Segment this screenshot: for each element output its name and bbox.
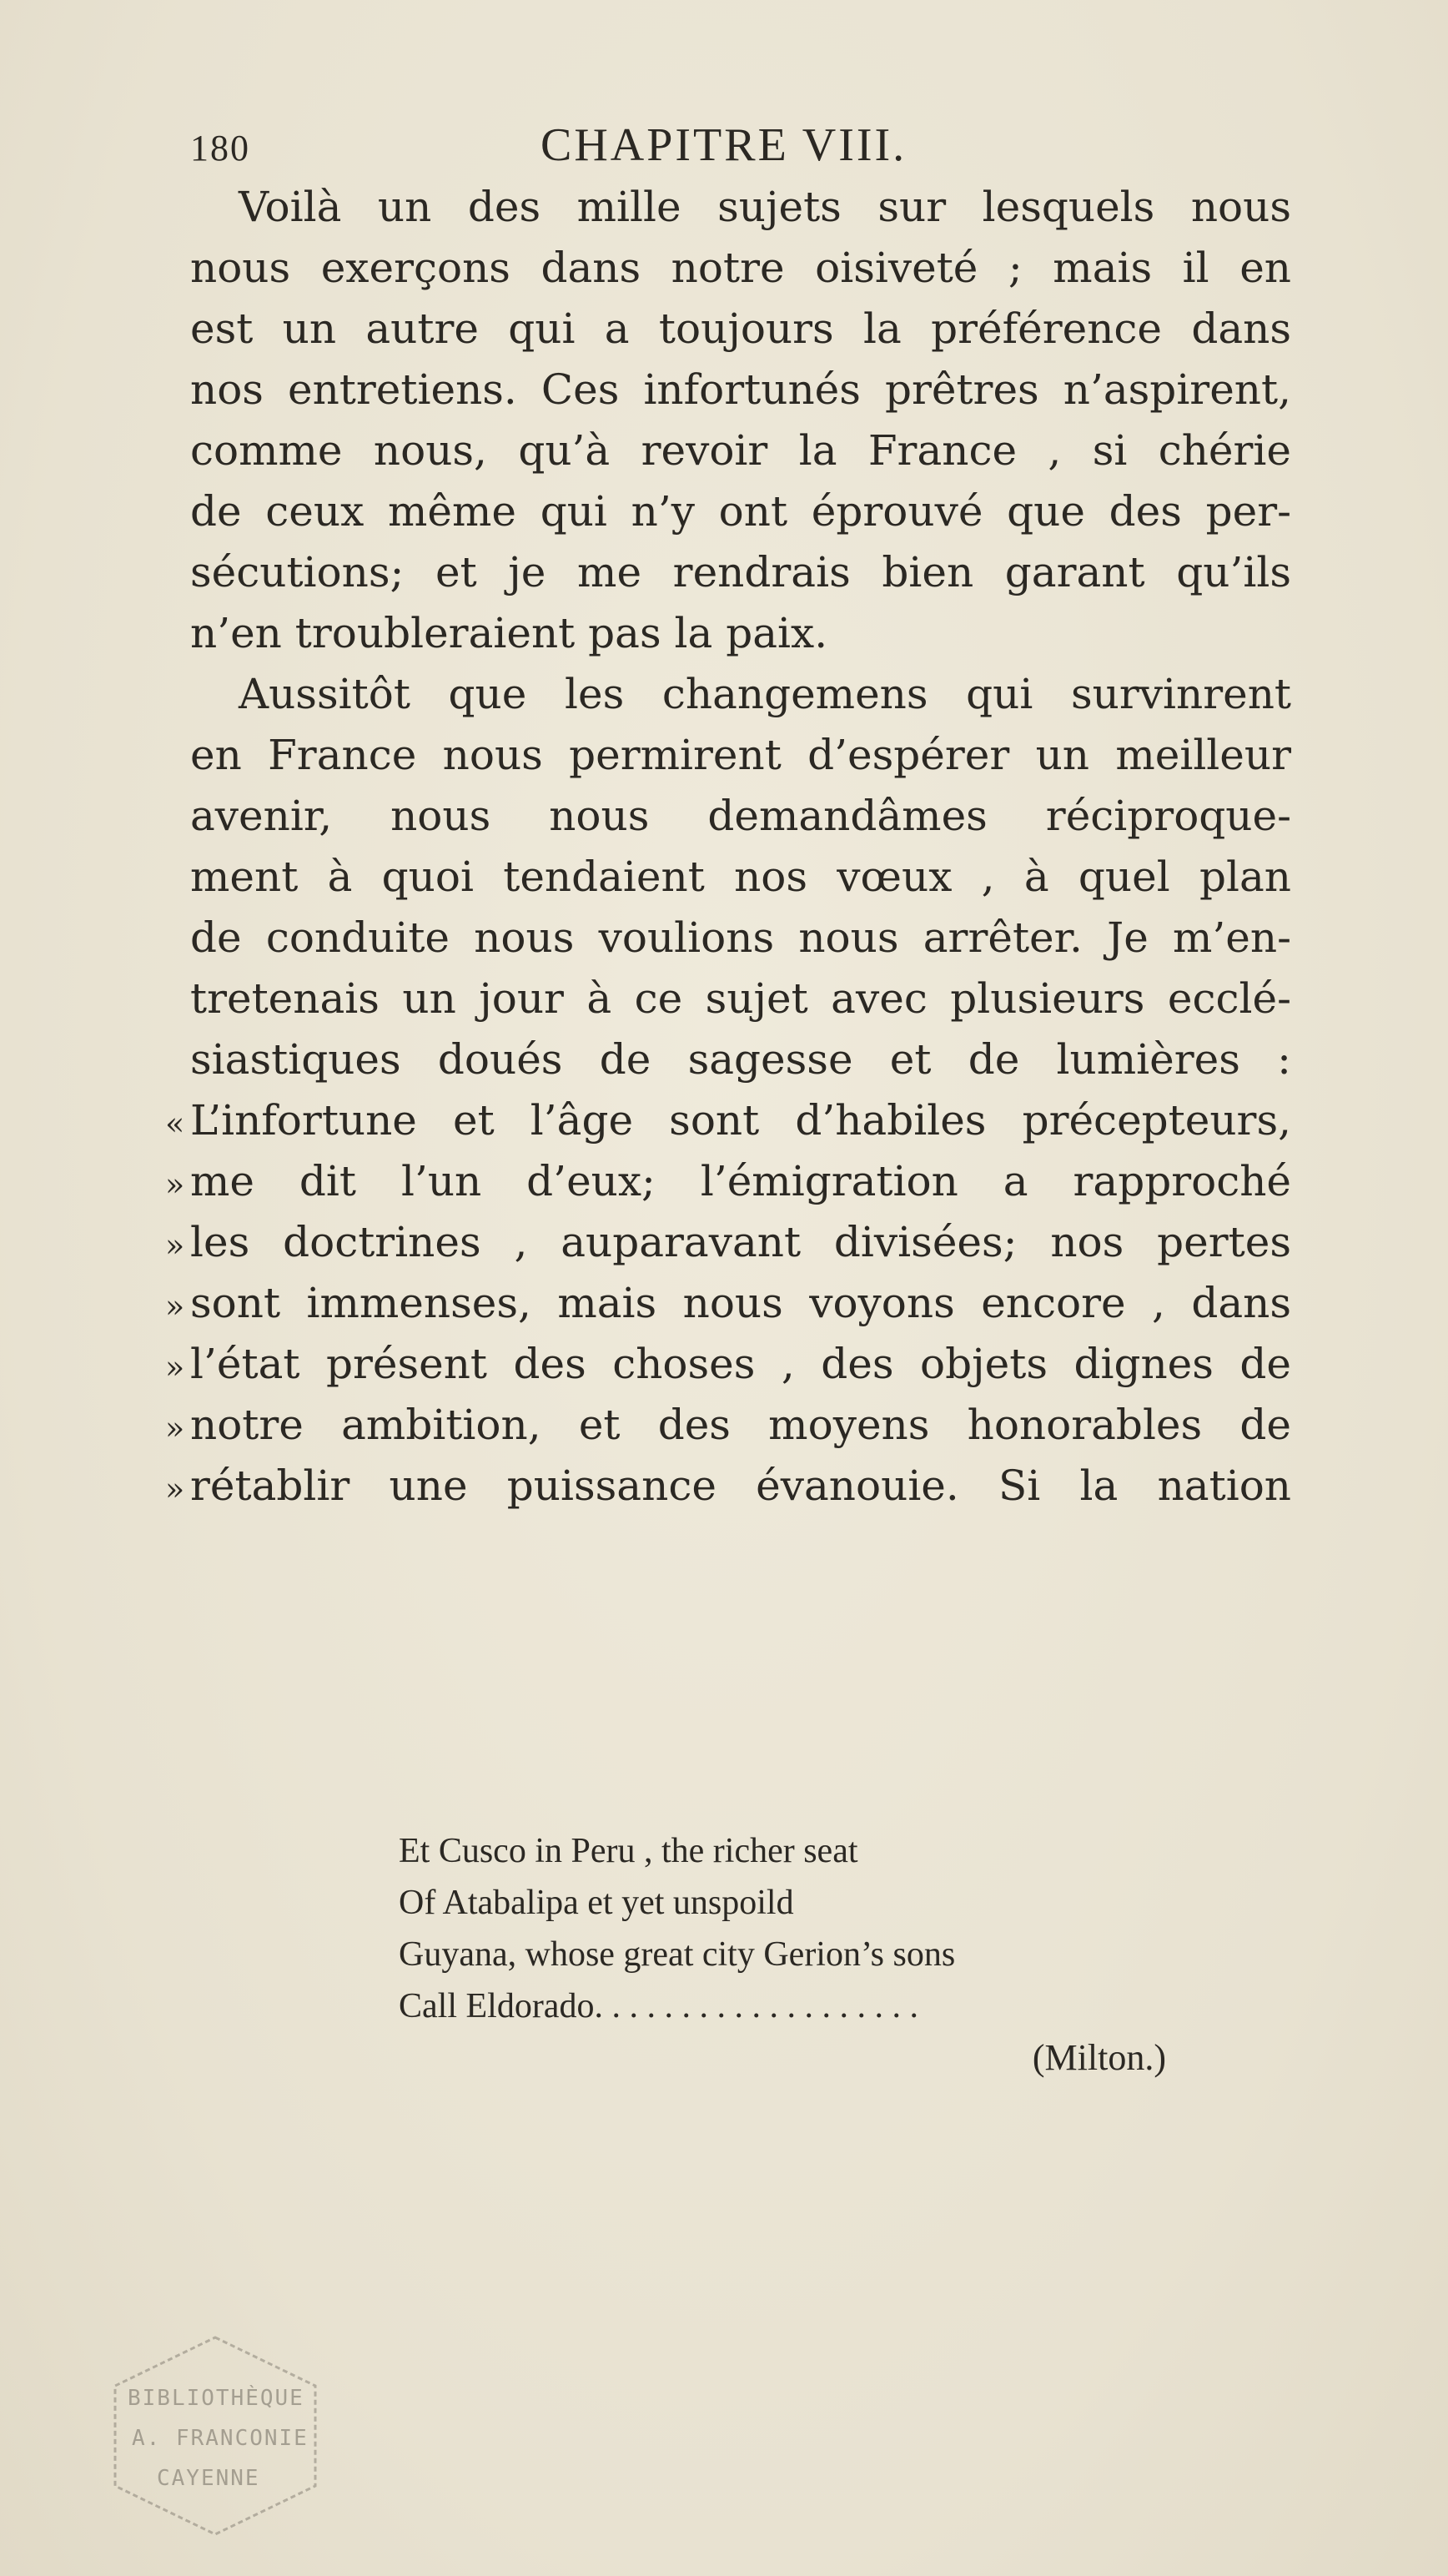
library-stamp: [90, 2327, 340, 2544]
epigraph-line: Et Cusco in Peru , the richer seat: [399, 1832, 858, 1870]
text-line: notre ambition, et des moyens honorables de: [190, 1401, 1291, 1449]
text-line: ment à quoi tendaient nos vœux , à quel plan: [190, 853, 1291, 901]
text-line: de conduite nous voulions nous arrêter. Je m’en-: [190, 913, 1291, 962]
body-text: [165, 177, 1291, 1517]
running-head: CHAPITRE VIII.: [540, 119, 908, 171]
stamp-line: CAYENNE: [157, 2466, 260, 2491]
text-line: nous exerçons dans notre oisiveté ; mais il en: [190, 244, 1291, 292]
text-line: L’infortune et l’âge sont d’habiles précepteurs,: [190, 1096, 1291, 1145]
quoted-line: [165, 1395, 1291, 1456]
text-line: les doctrines , auparavant divisées; nos pertes: [190, 1218, 1291, 1266]
text-line: en France nous permirent d’espérer un meilleur: [190, 731, 1291, 779]
page-header: [190, 118, 1258, 177]
text-line: sécutions; et je me rendrais bien garant qu’ils: [190, 548, 1291, 596]
text-line: de ceux même qui n’y ont éprouvé que des per-: [190, 487, 1291, 536]
quoted-line: [165, 1090, 1291, 1151]
epigraph-line: Guyana, whose great city Gerion’s sons: [399, 1935, 956, 1974]
epigraph-line: Of Atabalipa et yet unspoild: [399, 1884, 794, 1922]
quoted-line: [165, 1273, 1291, 1334]
text-line: comme nous, qu’à revoir la France , si chérie: [190, 426, 1291, 475]
epigraph-author: (Milton.): [1032, 2037, 1166, 2078]
quoted-line: [165, 1151, 1291, 1212]
text-line: sont immenses, mais nous voyons encore , dans: [190, 1279, 1291, 1327]
epigraph-line: Call Eldorado. . . . . . . . . . . . . . . . . . .: [399, 1987, 918, 2025]
text-line: tretenais un jour à ce sujet avec plusieurs ecclé-: [190, 974, 1291, 1023]
epigraph: [399, 1825, 1191, 2084]
text-line: Aussitôt que les changemens qui survinrent: [239, 670, 1291, 718]
quoted-line: [165, 1334, 1291, 1395]
quoted-line: [165, 1212, 1291, 1273]
page-number: 180: [190, 128, 250, 169]
text-line: rétablir une puissance évanouie. Si la nation: [190, 1462, 1291, 1510]
stamp-line: BIBLIOTHÈQUE: [128, 2386, 304, 2411]
continue-quote-mark: »: [165, 1288, 185, 1325]
open-quote-mark: «: [165, 1105, 185, 1142]
text-line: siastiques doués de sagesse et de lumières :: [190, 1035, 1291, 1084]
quoted-line: [165, 1456, 1291, 1517]
text-line: me dit l’un d’eux; l’émigration a rapproché: [190, 1157, 1291, 1205]
continue-quote-mark: »: [165, 1410, 185, 1446]
text-line: n’en troubleraient pas la paix.: [190, 609, 828, 657]
continue-quote-mark: »: [165, 1349, 185, 1386]
continue-quote-mark: »: [165, 1166, 185, 1203]
text-line: Voilà un des mille sujets sur lesquels nous: [239, 183, 1291, 231]
continue-quote-mark: »: [165, 1227, 185, 1264]
text-line: nos entretiens. Ces infortunés prêtres n’aspirent,: [190, 365, 1291, 414]
stamp-line: A. FRANCONIE: [132, 2426, 309, 2451]
continue-quote-mark: »: [165, 1471, 185, 1507]
text-line: l’état présent des choses , des objets dignes de: [190, 1340, 1291, 1388]
text-line: est un autre qui a toujours la préférence dans: [190, 304, 1291, 353]
text-line: avenir, nous nous demandâmes réciproque-: [190, 792, 1291, 840]
